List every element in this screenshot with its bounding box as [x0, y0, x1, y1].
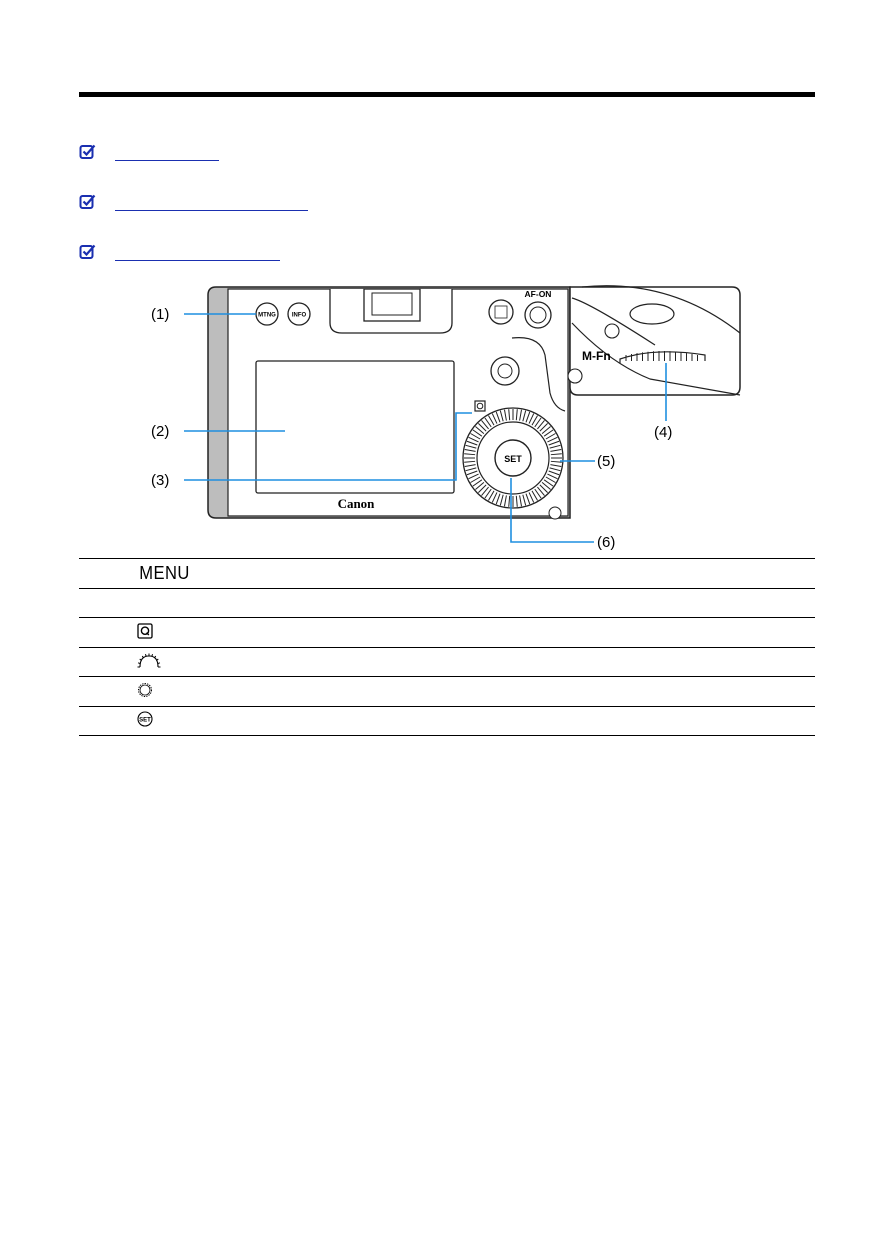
- row-number-cell: [79, 706, 137, 736]
- main-dial-icon: [137, 652, 161, 668]
- brand-logo: Canon: [337, 496, 375, 511]
- table-row: [79, 588, 815, 618]
- camera-back-figure: [150, 283, 750, 553]
- mtng-button-label: MTNG: [258, 312, 276, 319]
- camera-diagram: [150, 283, 750, 553]
- related-link-1-underline[interactable]: [115, 144, 219, 161]
- table-row: [79, 559, 815, 589]
- row-number-cell: [79, 559, 137, 589]
- row-icon-cell: [137, 706, 192, 736]
- row-description-cell: [192, 559, 815, 589]
- set-button-label: SET: [504, 454, 522, 464]
- related-link-3[interactable]: [79, 240, 280, 264]
- row-description-cell: [192, 677, 815, 707]
- af-on-label: AF-ON: [524, 289, 552, 299]
- row-description-cell: [192, 588, 815, 618]
- related-link-3-underline[interactable]: [115, 244, 280, 261]
- row-icon-cell: [137, 559, 192, 589]
- row-number-cell: [79, 588, 137, 618]
- m-fn-label: M-Fn: [582, 349, 611, 363]
- callout-3: (3): [151, 472, 170, 489]
- row-number-cell: [79, 677, 137, 707]
- related-link-2-underline[interactable]: [115, 194, 308, 211]
- table-row: [79, 677, 815, 707]
- related-link-1[interactable]: [79, 140, 219, 164]
- top-rule: [79, 92, 815, 97]
- q-icon: [137, 623, 153, 639]
- callout-2: (2): [151, 423, 170, 440]
- row-description-cell: [192, 706, 815, 736]
- row-icon-cell: [137, 588, 192, 618]
- parts-table: [79, 558, 815, 736]
- set-icon: [137, 711, 153, 727]
- row-number-cell: [79, 618, 137, 648]
- checkbox-link-icon: [79, 193, 97, 211]
- row-icon-cell: [137, 677, 192, 707]
- info-button-label: INFO: [291, 312, 307, 319]
- row-number-cell: [79, 647, 137, 677]
- table-row: [79, 647, 815, 677]
- callout-5: (5): [597, 453, 616, 470]
- row-icon-cell: [137, 618, 192, 648]
- checkbox-link-icon: [79, 243, 97, 261]
- related-link-2[interactable]: [79, 190, 308, 214]
- callout-4: (4): [654, 424, 673, 441]
- svg-text:SET: SET: [139, 717, 151, 724]
- callout-1: (1): [151, 306, 170, 323]
- callout-6: (6): [597, 534, 616, 551]
- table-row: [79, 706, 815, 736]
- row-description-cell: [192, 618, 815, 648]
- row-description-cell: [192, 647, 815, 677]
- checkbox-link-icon: [79, 143, 97, 161]
- row-icon-cell: [137, 647, 192, 677]
- table-row: [79, 618, 815, 648]
- quick-control-dial-icon: [137, 682, 153, 698]
- menu-icon: MENU: [139, 562, 190, 583]
